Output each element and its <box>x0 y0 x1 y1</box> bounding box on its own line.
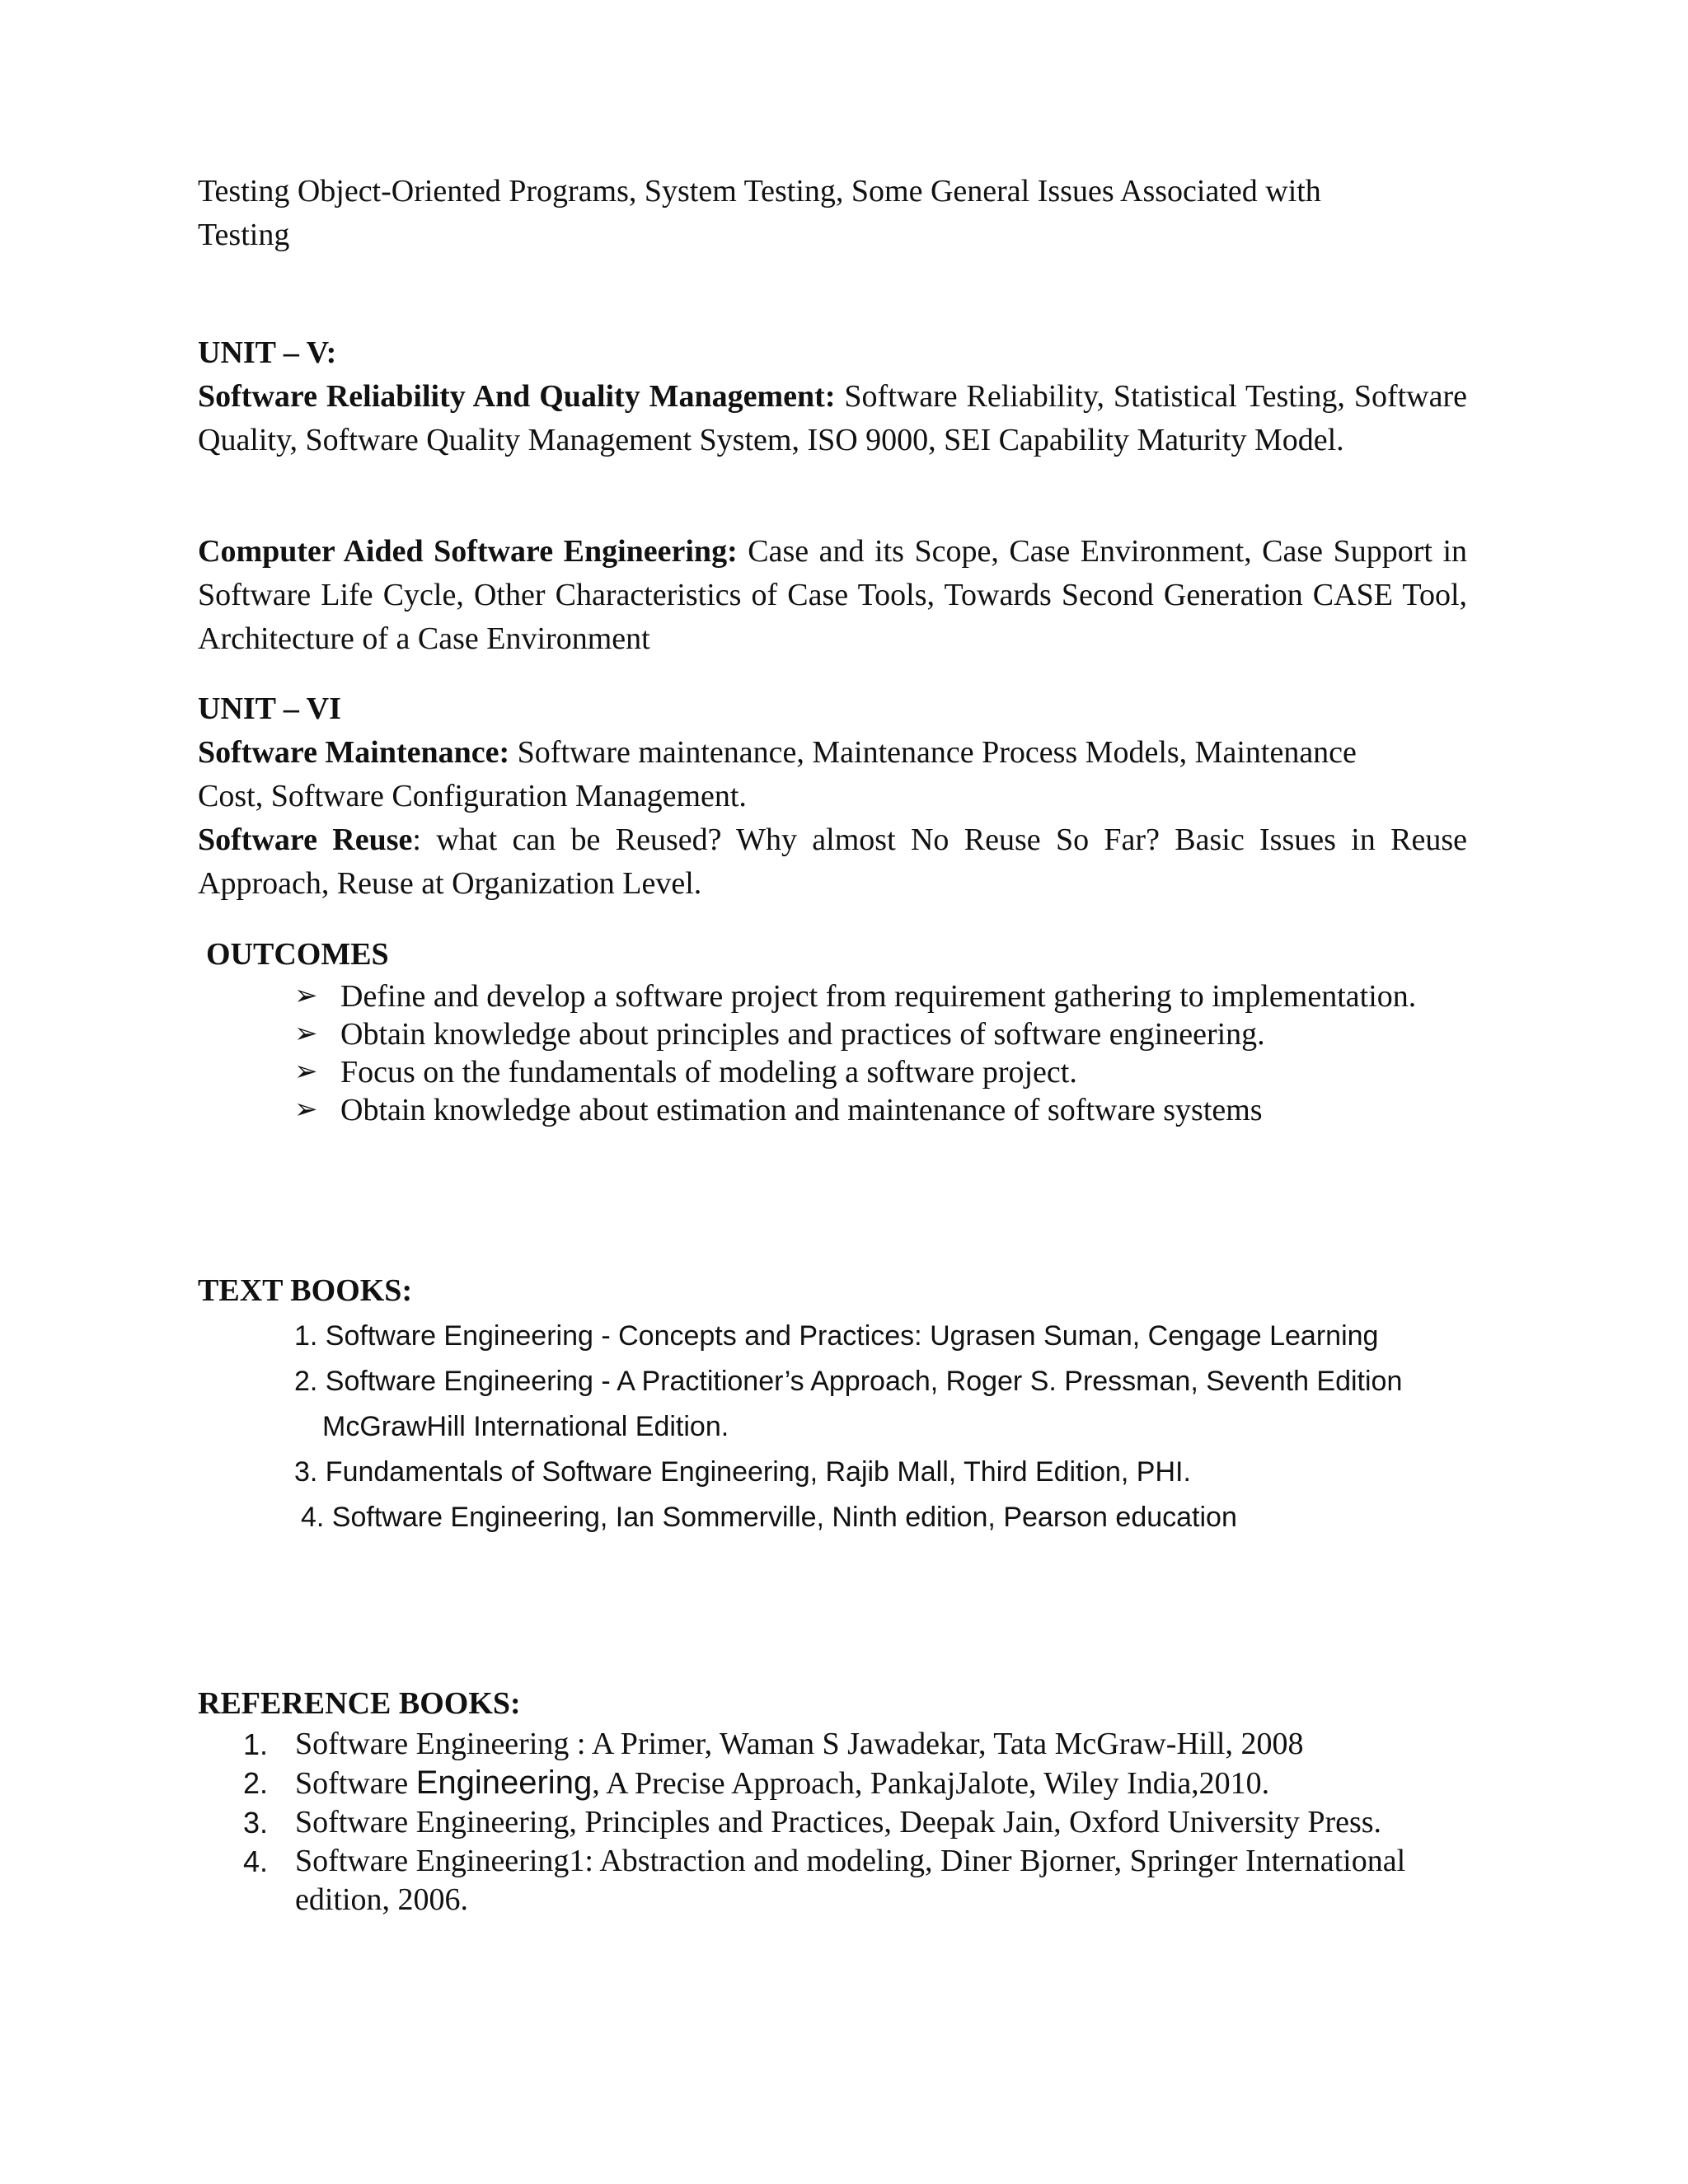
arrow-bullet-icon: ➢ <box>294 1019 318 1049</box>
maintenance-line-1 <box>198 731 1467 775</box>
text-book-item: 4. Software Engineering, Ian Sommerville, Ninth edition, Pearson education <box>301 1502 1237 1533</box>
maintenance-paragraph <box>198 731 1467 818</box>
intro-line-2: Testing <box>198 218 290 252</box>
outcomes-list <box>293 977 1545 1129</box>
maintenance-text-1: Software maintenance, Maintenance Process Models, Maintenance <box>509 735 1357 770</box>
maintenance-line-2: Cost, Software Configuration Management. <box>198 779 747 813</box>
outcome-item: ➢ Focus on the fundamentals of modeling a software project. <box>294 1055 1077 1090</box>
reference-books-list <box>243 1725 1479 1919</box>
text-book-item: 1. Software Engineering - Concepts and Practices: Ugrasen Suman, Cengage Learning <box>294 1320 1379 1352</box>
outcomes-heading: OUTCOMES <box>206 937 389 972</box>
reliability-text: Software Reliability, Statistical Testing, Software Quality, Software Quality Management System, ISO 9000, SEI Capability Maturity Model. <box>198 379 1467 457</box>
intro-line-1: Testing Object-Oriented Programs, System Testing, Some General Issues Associated with <box>198 174 1321 209</box>
reliability-paragraph <box>198 375 1467 462</box>
reuse-text: : what can be Reused? Why almost No Reuse So Far? Basic Issues in Reuse Approach, Reuse at Organization Level. <box>198 823 1467 901</box>
case-paragraph <box>198 530 1467 661</box>
arrow-bullet-icon: ➢ <box>294 981 318 1011</box>
reuse-title: Software Reuse <box>198 823 413 857</box>
text-book-item-continuation: McGrawHill International Edition. <box>322 1411 729 1442</box>
text-book-item: 2. Software Engineering - A Practitioner’s Approach, Roger S. Pressman, Seventh Edition <box>294 1366 1403 1397</box>
reference-item: 1. Software Engineering : A Primer, Waman S Jawadekar, Tata McGraw-Hill, 2008 <box>243 1727 1304 1761</box>
reference-item: 3. Software Engineering, Principles and Practices, Deepak Jain, Oxford University Press. <box>243 1805 1382 1840</box>
unit-6-heading: UNIT – VI <box>198 691 341 726</box>
case-text: Case and its Scope, Case Environment, Case Support in Software Life Cycle, Other Characteristics of Case Tools, Towards Second Generation CASE Tool, Architecture of a Case Environment <box>198 534 1467 656</box>
outcome-item: ➢ Define and develop a software project from requirement gathering to implementation. <box>294 979 1417 1014</box>
intro-paragraph <box>198 170 1467 257</box>
case-title: Computer Aided Software Engineering: <box>198 534 738 569</box>
reference-item: 4. Software Engineering1: Abstraction and modeling, Diner Bjorner, Springer International edition, 2006. <box>243 1844 1406 1917</box>
text-books-heading: TEXT BOOKS: <box>198 1273 413 1308</box>
arrow-bullet-icon: ➢ <box>294 1057 318 1087</box>
outcome-item: ➢ Obtain knowledge about estimation and maintenance of software systems <box>294 1093 1263 1127</box>
text-books-list <box>294 1314 1564 1540</box>
reference-item: 2. Software Engineering, A Precise Approach, PankajJalote, Wiley India,2010. <box>243 1765 1270 1801</box>
maintenance-title: Software Maintenance: <box>198 735 510 770</box>
reference-books-heading: REFERENCE BOOKS: <box>198 1686 521 1721</box>
unit-5-heading: UNIT – V: <box>198 335 337 370</box>
text-book-item: 3. Fundamentals of Software Engineering, Rajib Mall, Third Edition, PHI. <box>294 1456 1191 1488</box>
reuse-paragraph <box>198 818 1467 906</box>
reliability-title: Software Reliability And Quality Management: <box>198 379 836 414</box>
outcome-item: ➢ Obtain knowledge about principles and practices of software engineering. <box>294 1017 1265 1052</box>
arrow-bullet-icon: ➢ <box>294 1094 318 1125</box>
